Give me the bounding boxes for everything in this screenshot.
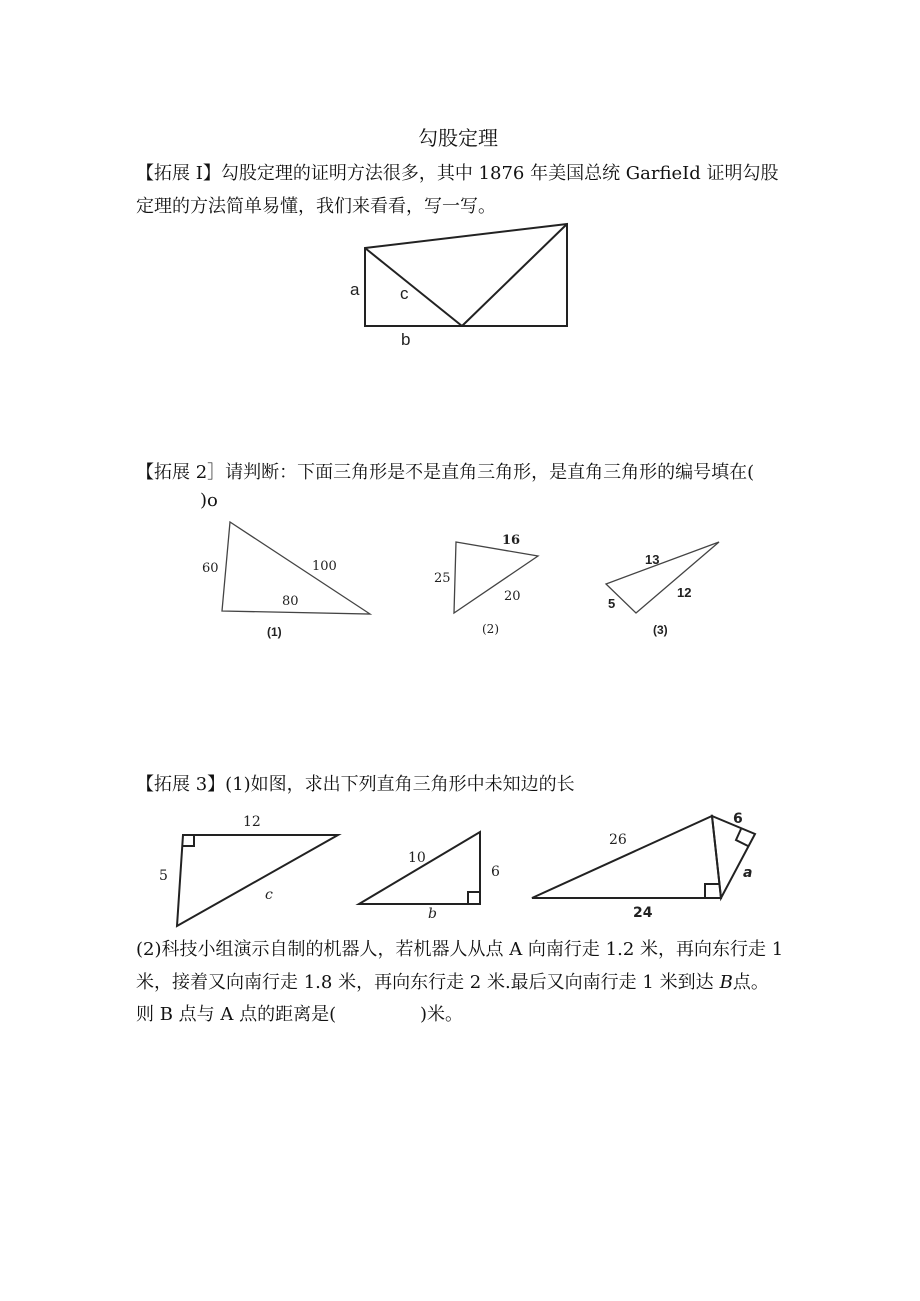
ext3-q2-line2 [136,973,769,993]
right-angle-mark-2 [468,892,480,904]
fig3-label-26: 26 [609,832,627,848]
right-triangle-3-large [532,816,721,898]
right-triangle-3-small [712,816,755,898]
fig3-label-a: a [743,865,753,881]
tri1-side-80: 80 [282,594,299,609]
ext3-q2-line1: (2)科技小组演示自制的机器人，若机器人从点 A 向南行走 1.2 米，再向东行走 1 [136,939,784,960]
tri2-side-20: 20 [504,589,521,604]
tri3-side-12: 12 [677,585,692,600]
tri2-number: (2) [482,622,499,636]
q2-point-suffix: 点。 [732,972,769,993]
right-angle-mark-1 [183,835,194,846]
q2-point-b: B [719,972,733,993]
tri1-side-100: 100 [312,559,337,574]
tri3-side-13: 13 [645,552,660,567]
fig3-label-24: 24 [633,905,653,921]
fig1-label-5: 5 [159,868,168,884]
right-triangle-1 [177,835,338,926]
tri3-number: (3) [653,623,668,637]
tri3-side-5: 5 [608,596,616,611]
tri2-side-16: 16 [502,533,521,548]
tri1-number: (1) [267,625,282,639]
tri1-side-60: 60 [202,561,219,576]
ext3-text-line1: 【拓展 3】(1)如图，求出下列直角三角形中未知边的长 [136,774,575,795]
page-title: 勾股定理 [418,126,498,150]
fig1-label-12: 12 [243,814,261,830]
ext3-q2-line3: 则 B 点与 A 点的距离是( [136,1004,337,1025]
fig2-label-6: 6 [491,864,500,880]
tri2-side-25: 25 [434,571,451,586]
q2-line2-text: 米，接着又向南行走 1.8 米，再向东行走 2 米.最后又向南行走 1 米到达 [136,972,714,993]
ext2-text-line2: )o [200,490,218,511]
label-a: a [350,280,360,299]
label-c: c [400,284,409,303]
fig3-label-6: 6 [733,811,743,827]
ext1-text-line1: 【拓展 I】勾股定理的证明方法很多，其中 1876 年美国总统 GarfieId 证明勾股 [136,163,779,184]
ext2-text-line1: 【拓展 2］请判断：下面三角形是不是直角三角形，是直角三角形的编号填在( [136,462,755,483]
right-angle-mark-3b [736,829,748,846]
fig1-label-c: c [265,887,273,903]
ext3-q2-end: )米。 [420,1004,464,1025]
right-triangle-2 [359,832,480,904]
ext1-text-line2: 定理的方法简单易懂，我们来看看，写一写。 [136,196,496,217]
right-angle-mark-3a [705,884,720,898]
fig2-label-10: 10 [408,850,426,866]
label-b: b [401,330,411,349]
fig2-label-b: b [428,906,437,922]
